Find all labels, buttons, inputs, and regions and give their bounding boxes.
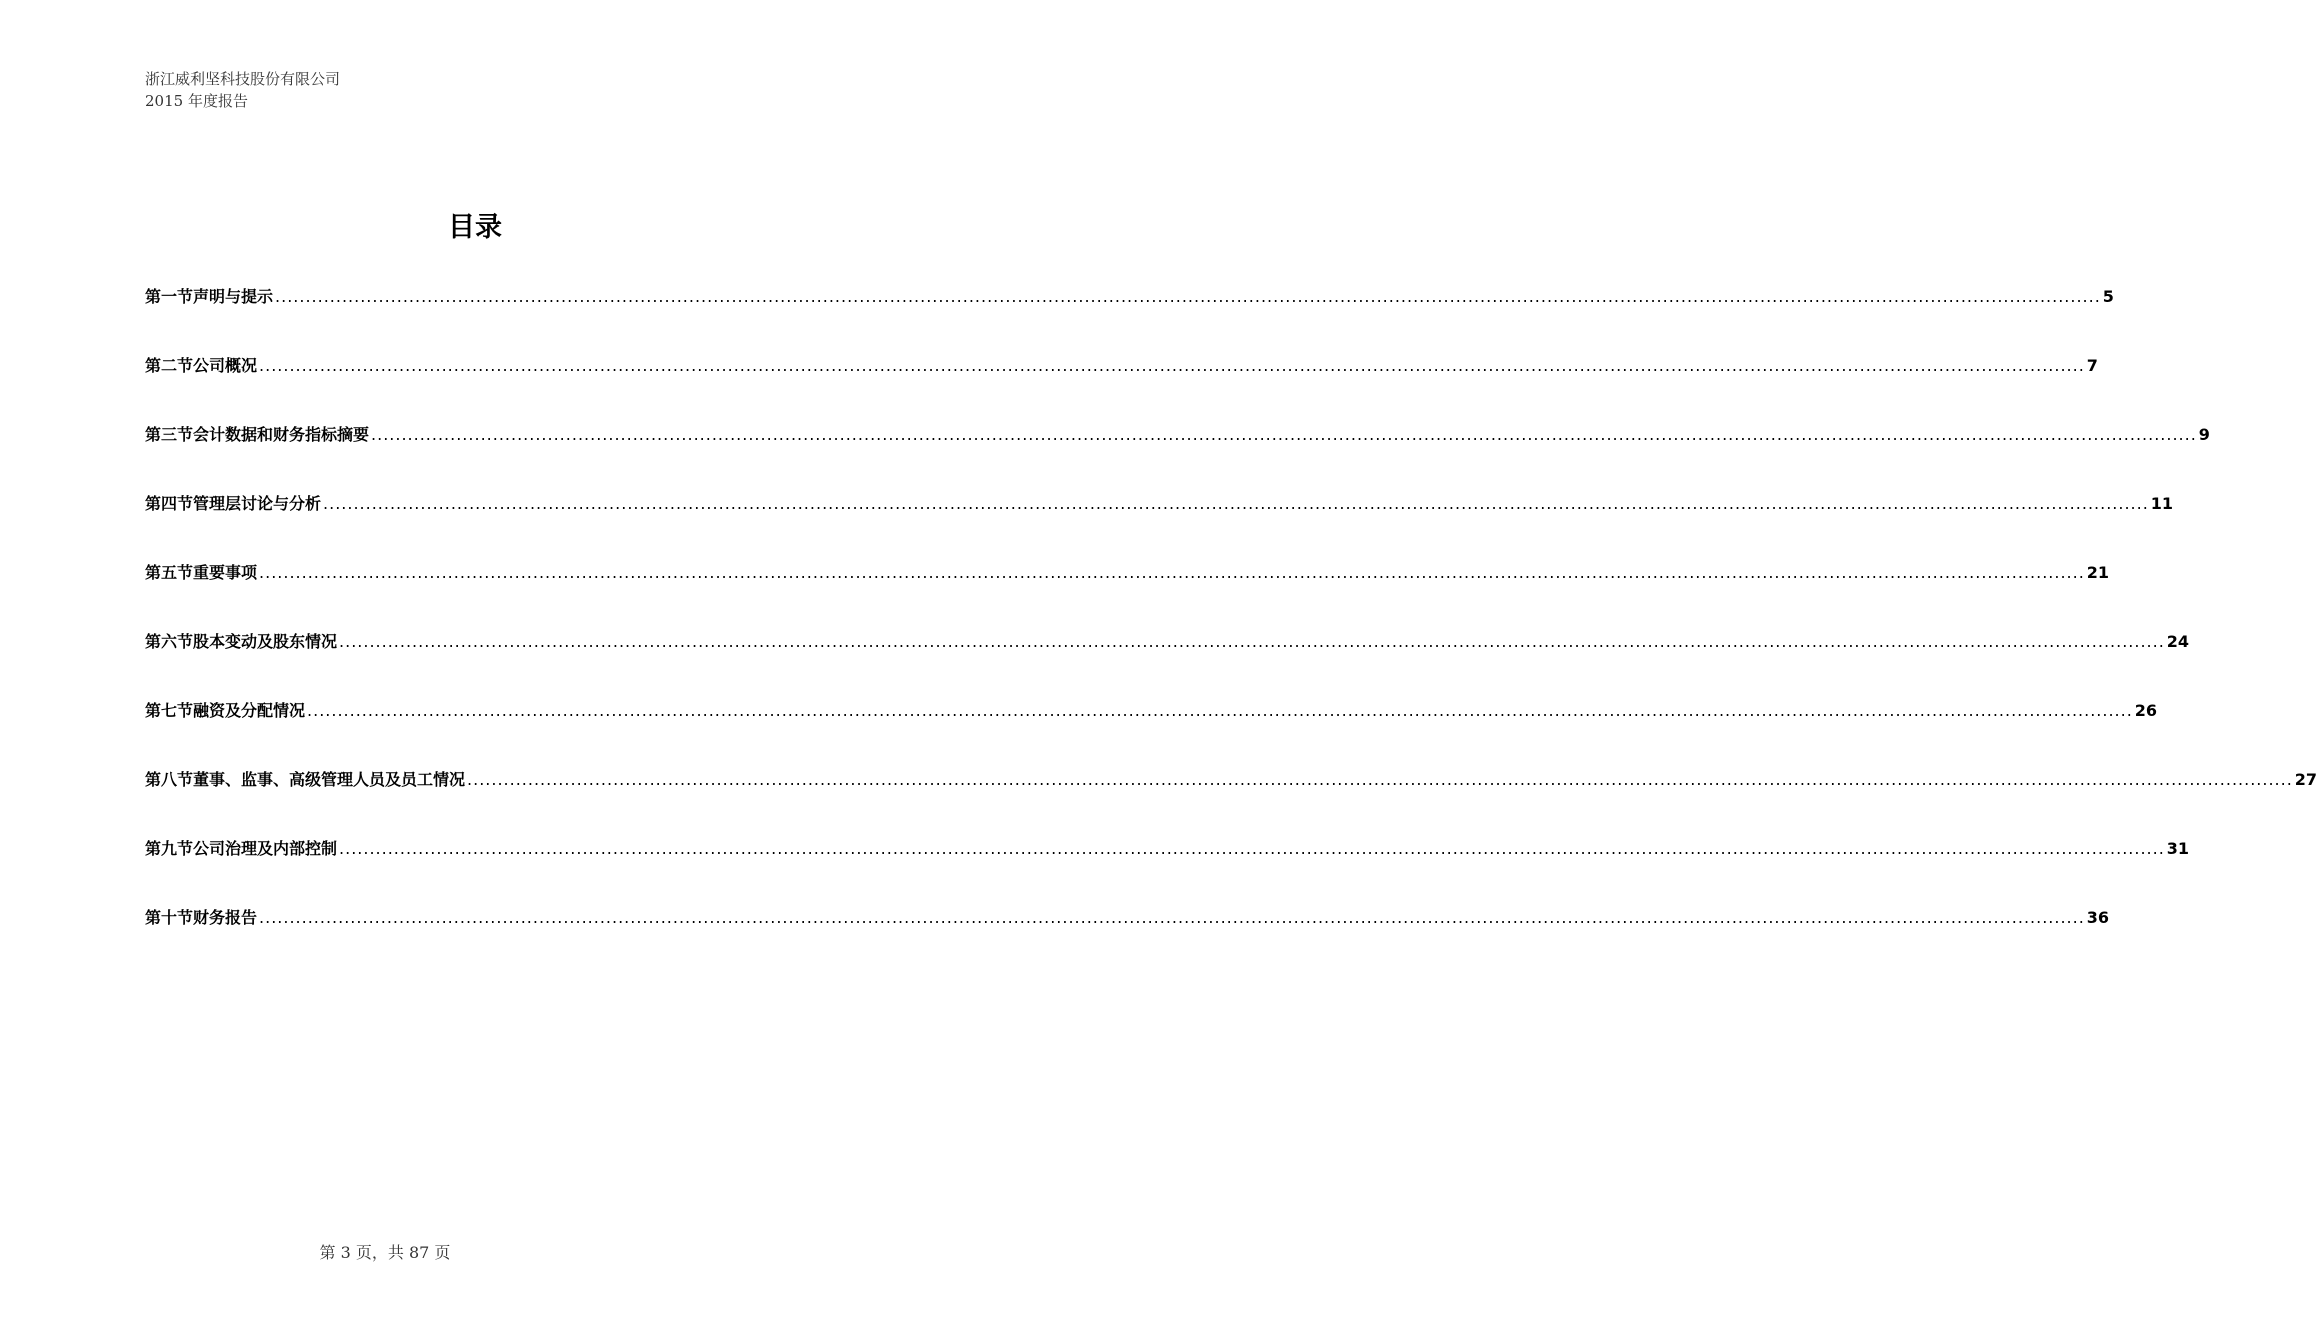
toc-entry-page: 26 xyxy=(2134,701,2158,720)
toc-leader-dots: ............................................................................................................................................................................................................................................................................................................ xyxy=(275,287,2101,306)
toc-entry[interactable] xyxy=(145,516,2110,585)
toc-entry-page: 5 xyxy=(2102,287,2114,306)
toc-entry-page: 31 xyxy=(2166,839,2190,858)
toc-entry-page: 27 xyxy=(2294,770,2317,789)
toc-leader-dots: ............................................................................................................................................................................................................................................................................................................ xyxy=(259,356,2085,375)
toc-entry-label: 第六节股本变动及股东情况 xyxy=(145,632,338,651)
toc-entry-page: 24 xyxy=(2166,632,2190,651)
toc-entry[interactable] xyxy=(145,723,2317,792)
toc-entry[interactable] xyxy=(145,861,2110,930)
toc-entry-page: 21 xyxy=(2086,563,2110,582)
toc-leader-dots: ............................................................................................................................................................................................................................................................................................................ xyxy=(339,839,2165,858)
toc-entry[interactable] xyxy=(145,792,2190,861)
toc-entry-label: 第一节声明与提示 xyxy=(145,287,274,306)
toc-leader-dots: ............................................................................................................................................................................................................................................................................................................ xyxy=(259,563,2085,582)
toc-entry-page: 7 xyxy=(2086,356,2098,375)
toc-entry[interactable] xyxy=(145,378,2210,447)
toc-entry-label: 第五节重要事项 xyxy=(145,563,258,582)
toc-leader-dots: ............................................................................................................................................................................................................................................................................................................ xyxy=(307,701,2133,720)
toc-entry-label: 第七节融资及分配情况 xyxy=(145,701,306,720)
toc-entry-label: 第四节管理层讨论与分析 xyxy=(145,494,322,513)
toc-entry-page: 9 xyxy=(2198,425,2210,444)
report-name: 2015 年度报告 xyxy=(145,92,248,110)
toc-entry[interactable] xyxy=(145,585,2190,654)
toc-entry[interactable] xyxy=(145,654,2158,723)
toc-entry[interactable] xyxy=(145,447,2174,516)
toc-entry[interactable] xyxy=(145,309,2098,378)
toc-leader-dots: ............................................................................................................................................................................................................................................................................................................ xyxy=(323,494,2149,513)
toc-entry-page: 11 xyxy=(2150,494,2174,513)
toc-title: 目录 xyxy=(448,212,502,243)
page-header xyxy=(145,68,340,112)
toc-entry-label: 第二节公司概况 xyxy=(145,356,258,375)
company-name: 浙江威利坚科技股份有限公司 xyxy=(145,70,341,88)
toc-leader-dots: ............................................................................................................................................................................................................................................................................................................ xyxy=(467,770,2293,789)
toc-leader-dots: ............................................................................................................................................................................................................................................................................................................ xyxy=(339,632,2165,651)
toc-leader-dots: ............................................................................................................................................................................................................................................................................................................ xyxy=(371,425,2197,444)
toc-entry-label: 第三节会计数据和财务指标摘要 xyxy=(145,425,370,444)
toc-entry[interactable] xyxy=(145,285,2114,309)
table-of-contents xyxy=(145,285,2317,930)
toc-entry-page: 36 xyxy=(2086,908,2110,927)
toc-entry-label: 第九节公司治理及内部控制 xyxy=(145,839,338,858)
toc-entry-label: 第十节财务报告 xyxy=(145,908,258,927)
page-footer: 第 3 页，共 87 页 xyxy=(319,1243,451,1262)
toc-leader-dots: ............................................................................................................................................................................................................................................................................................................ xyxy=(259,908,2085,927)
toc-entry-label: 第八节董事、监事、高级管理人员及员工情况 xyxy=(145,770,466,789)
